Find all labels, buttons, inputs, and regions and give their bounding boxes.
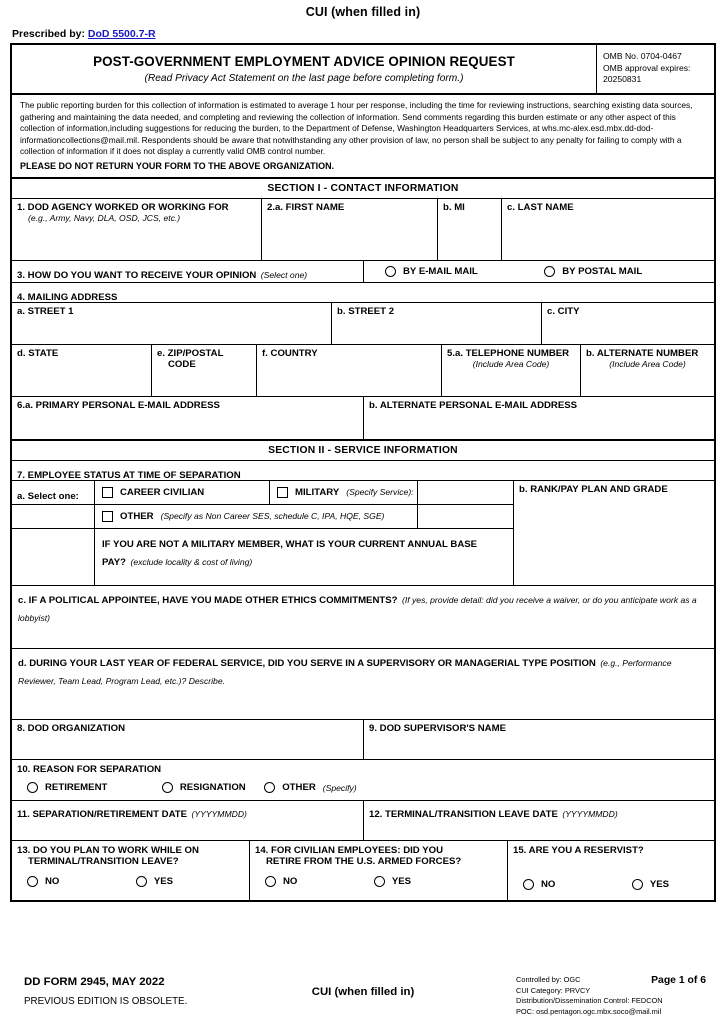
field-dod-supervisor-name[interactable]: [364, 720, 714, 759]
field-dod-organization[interactable]: [12, 720, 364, 759]
field-alternate-email[interactable]: [364, 397, 714, 439]
field-receive-opinion-options: [364, 261, 714, 282]
cui-category: CUI Category: PRVCY: [516, 985, 591, 995]
label-zip-code-line2: CODE: [168, 359, 196, 371]
form-title-block: [12, 45, 597, 93]
field-country[interactable]: [257, 345, 442, 396]
field-work-terminal-leave: [12, 841, 250, 900]
label-work-terminal-leave: 13. DO YOU PLAN TO WORK WHILE ON: [17, 844, 199, 856]
row-separation-dates: [12, 801, 714, 841]
row-agency-name: [12, 199, 714, 261]
label-mi: b. MI: [443, 201, 465, 213]
distribution-control: Distribution/Dissemination Control: FEDCON: [516, 996, 663, 1006]
row-questions-13-15: [12, 841, 714, 900]
radio-circle-icon[interactable]: [27, 782, 38, 793]
form-id: DD FORM 2945, MAY 2022: [24, 976, 165, 988]
field-last-name[interactable]: [502, 199, 714, 260]
row-reason-for-separation: [12, 760, 714, 801]
hint-political-appointee: (If yes, provide detail: did you receive a waiver, or do you anticipate work as a lobbyist): [18, 594, 697, 623]
checkbox-square-icon[interactable]: [102, 511, 113, 522]
previous-edition-note: PREVIOUS EDITION IS OBSOLETE.: [24, 996, 188, 1007]
radio-q13-no[interactable]: [27, 876, 59, 887]
label-dod-organization: 8. DOD ORGANIZATION: [17, 722, 126, 734]
row-receive-opinion: [12, 261, 714, 283]
label-primary-email: 6.a. PRIMARY PERSONAL E-MAIL ADDRESS: [17, 399, 220, 411]
field-primary-email[interactable]: [12, 397, 364, 439]
q15-options: [513, 877, 709, 895]
page-number: Page 1 of 6: [651, 975, 706, 986]
label-retire-armed-forces-line2: RETIRE FROM THE U.S. ARMED FORCES?: [266, 856, 462, 868]
field-other-status-value[interactable]: [418, 505, 513, 528]
label-street-2: b. STREET 2: [337, 305, 395, 317]
row-street-city: [12, 303, 714, 345]
form-subtitle: (Read Privacy Act Statement on the last page before completing form.): [144, 73, 464, 84]
hint-military-specify: (Specify Service):: [346, 487, 414, 498]
row-annual-base-pay: [12, 529, 513, 586]
radio-circle-icon[interactable]: [523, 879, 534, 890]
label-separation-date: 11. SEPARATION/RETIREMENT DATE: [17, 808, 188, 820]
hint-annual-base-pay: (exclude locality & cost of living): [130, 556, 253, 567]
label-zip-code: e. ZIP/POSTAL: [157, 347, 224, 359]
field-rank-pay-plan-grade[interactable]: [514, 481, 714, 585]
checkbox-square-icon[interactable]: [277, 487, 288, 498]
label-supervisory-position: d. DURING YOUR LAST YEAR OF FEDERAL SERVICE, DID YOU SERVE IN A SUPERVISORY OR MANAGERIAL TYPE POSITION: [18, 657, 596, 669]
field-zip-code[interactable]: [152, 345, 257, 396]
spacer-select-one: [12, 505, 95, 528]
label-q13-yes: YES: [153, 875, 174, 887]
radio-by-email-mail[interactable]: [385, 266, 478, 277]
radio-circle-icon[interactable]: [385, 266, 396, 277]
form-title: POST-GOVERNMENT EMPLOYMENT ADVICE OPINION REQUEST: [93, 54, 515, 69]
omb-number: OMB No. 0704-0467: [603, 51, 682, 61]
radio-retirement[interactable]: [27, 782, 107, 793]
label-q14-no: NO: [283, 875, 298, 887]
radio-q13-yes[interactable]: [136, 876, 173, 887]
label-by-postal-mail: BY POSTAL MAIL: [562, 265, 643, 277]
burden-statement: [12, 95, 714, 179]
label-mailing-address: [12, 283, 714, 302]
label-other-separation: OTHER: [282, 782, 316, 794]
label-other-status: OTHER: [120, 510, 154, 522]
radio-circle-icon[interactable]: [544, 266, 555, 277]
label-last-name: c. LAST NAME: [507, 201, 574, 213]
label-alternate-email: b. ALTERNATE PERSONAL E-MAIL ADDRESS: [369, 399, 578, 411]
checkbox-other-status[interactable]: [95, 505, 418, 528]
career-civilian-option[interactable]: [102, 487, 204, 498]
field-state[interactable]: [12, 345, 152, 396]
mailing-address-text: 4. MAILING ADDRESS: [17, 291, 118, 303]
other-status-option[interactable]: [102, 511, 384, 522]
label-reason-for-separation: 10. REASON FOR SEPARATION: [17, 763, 162, 775]
field-receive-opinion: [12, 261, 364, 282]
radio-circle-icon[interactable]: [136, 876, 147, 887]
field-separation-date[interactable]: [12, 801, 364, 840]
row-employee-status-header: [12, 461, 714, 481]
radio-resignation[interactable]: [162, 782, 246, 793]
label-work-terminal-leave-line2: TERMINAL/TRANSITION LEAVE?: [28, 856, 179, 868]
field-political-appointee[interactable]: [12, 586, 714, 648]
field-supervisory-position[interactable]: [12, 649, 714, 719]
omb-expires-value: 20250831: [603, 74, 642, 85]
hint-receive-opinion: (Select one): [260, 269, 308, 280]
label-political-appointee: c. IF A POLITICAL APPOINTEE, HAVE YOU MADE OTHER ETHICS COMMITMENTS?: [18, 594, 398, 606]
radio-other-separation[interactable]: [264, 782, 356, 793]
field-mi[interactable]: [438, 199, 502, 260]
label-alternate-number: b. ALTERNATE NUMBER: [586, 347, 699, 359]
hint-separation-date: (YYYYMMDD): [191, 808, 247, 819]
label-street-1: a. STREET 1: [17, 305, 74, 317]
label-q14-yes: YES: [391, 875, 412, 887]
military-option[interactable]: [277, 487, 414, 498]
radio-q15-no[interactable]: [523, 879, 555, 890]
label-dod-agency: 1. DOD AGENCY WORKED OR WORKING FOR: [17, 201, 229, 213]
cui-bottom-banner: CUI (when filled in): [311, 986, 415, 998]
reason-options: [17, 780, 709, 798]
row-mailing-address-header: [12, 283, 714, 303]
radio-q14-no[interactable]: [265, 876, 297, 887]
dod-regulation-link[interactable]: DoD 5500.7-R: [87, 28, 156, 40]
label-terminal-leave-date: 12. TERMINAL/TRANSITION LEAVE DATE: [369, 808, 558, 820]
hint-dod-agency: (e.g., Army, Navy, DLA, OSD, JCS, etc.): [28, 213, 181, 224]
employee-status-grid: [12, 481, 514, 585]
label-first-name: 2.a. FIRST NAME: [267, 201, 345, 213]
omb-block: [597, 45, 714, 93]
field-telephone-number[interactable]: [442, 345, 581, 396]
omb-expires-label: OMB approval expires:: [603, 62, 691, 73]
hint-other-status-specify: (Specify as Non Career SES, schedule C, IPA, HQE, SGE): [160, 511, 385, 522]
spacer-select-one-2: [12, 529, 95, 586]
radio-q14-yes[interactable]: [374, 876, 411, 887]
field-reservist: [508, 841, 714, 900]
section-2-bar: SECTION II - SERVICE INFORMATION: [12, 441, 714, 461]
radio-circle-icon[interactable]: [264, 782, 275, 793]
label-telephone-number: 5.a. TELEPHONE NUMBER: [447, 347, 570, 359]
radio-q15-yes[interactable]: [632, 879, 669, 890]
label-select-one: a. Select one:: [17, 490, 79, 502]
hint-terminal-leave-date: (YYYYMMDD): [562, 808, 618, 819]
label-select-one-cell: [12, 481, 95, 504]
label-retirement: RETIREMENT: [45, 782, 108, 794]
label-military: MILITARY: [295, 486, 340, 498]
label-q13-no: NO: [45, 875, 60, 887]
label-retire-armed-forces: 14. FOR CIVILIAN EMPLOYEES: DID YOU: [255, 844, 443, 856]
label-receive-opinion: 3. HOW DO YOU WANT TO RECEIVE YOUR OPINION: [17, 269, 257, 281]
field-reason-for-separation: [12, 760, 714, 800]
controlled-by: Controlled by: OGC: [516, 975, 581, 984]
label-by-email-mail: BY E-MAIL MAIL: [403, 265, 478, 277]
field-dod-agency[interactable]: [12, 199, 262, 260]
burden-text: The public reporting burden for this collection of information is estimated to average 1 hour per response, including the time for reviewing instructions, searching existing data sources, gathering and maintaining the data needed, and completing and reviewing the collection of information. Send comments regarding this burden estimate or any other aspect of this collection of information,including suggestions for reducing the burden, to the Department of Defense, Washington Headquarters Services, at whs.mc-alex.esd.mbx.dd-dod-informationcollections@mail.mil. Respondents should be aware that notwithstanding any other provision of law, no person shall be subject to any penalty for failing to comply with a collection of information if it does not display a currently valid OMB control number.: [20, 100, 693, 156]
radio-circle-icon[interactable]: [265, 876, 276, 887]
q13-options: [17, 874, 244, 892]
label-reservist: 15. ARE YOU A RESERVIST?: [513, 844, 644, 856]
field-alternate-number[interactable]: [581, 345, 714, 396]
label-city: c. CITY: [547, 305, 580, 317]
form-body: [10, 43, 716, 902]
radio-circle-icon[interactable]: [632, 879, 643, 890]
form-header: [12, 45, 714, 95]
row-state-zip-country-phone: [12, 345, 714, 397]
prescribed-by-label: Prescribed by:: [12, 28, 85, 40]
footer-right: [516, 975, 706, 1018]
label-country: f. COUNTRY: [262, 347, 318, 359]
q14-options: [255, 874, 502, 892]
field-retire-armed-forces: [250, 841, 508, 900]
label-career-civilian: CAREER CIVILIAN: [120, 486, 205, 498]
label-employee-status: [12, 461, 714, 480]
employee-status-text: 7. EMPLOYEE STATUS AT TIME OF SEPARATION: [17, 469, 241, 481]
label-q15-no: NO: [541, 879, 556, 891]
cui-top-banner: CUI (when filled in): [305, 5, 421, 19]
poc-email: POC: osd.pentagon.ogc.mbx.soco@mail.mil: [516, 1007, 662, 1017]
row-political-appointee: [12, 586, 714, 649]
label-annual-base-pay: IF YOU ARE NOT A MILITARY MEMBER, WHAT IS YOUR CURRENT ANNUAL BASE PAY?: [102, 538, 478, 568]
field-annual-base-pay[interactable]: [95, 529, 513, 586]
row-email-addresses: [12, 397, 714, 441]
hint-other-separation: (Specify): [322, 782, 357, 793]
prescribed-by: [12, 28, 726, 40]
checkbox-career-civilian[interactable]: [95, 481, 270, 504]
checkbox-military[interactable]: [270, 481, 418, 504]
label-state: d. STATE: [17, 347, 59, 359]
field-street-1[interactable]: [12, 303, 332, 344]
burden-notice: PLEASE DO NOT RETURN YOUR FORM TO THE ABOVE ORGANIZATION.: [20, 160, 335, 171]
radio-circle-icon[interactable]: [374, 876, 385, 887]
hint-telephone-number: (Include Area Code): [472, 359, 550, 370]
field-city[interactable]: [542, 303, 714, 344]
field-military-service-value[interactable]: [418, 481, 513, 504]
radio-circle-icon[interactable]: [27, 876, 38, 887]
checkbox-square-icon[interactable]: [102, 487, 113, 498]
field-first-name[interactable]: [262, 199, 438, 260]
label-resignation: RESIGNATION: [179, 782, 246, 794]
radio-by-postal-mail[interactable]: [544, 266, 642, 277]
label-rank-pay-plan-grade: b. RANK/PAY PLAN AND GRADE: [519, 483, 668, 495]
label-q15-yes: YES: [649, 879, 670, 891]
row-org-supervisor: [12, 720, 714, 760]
section-1-bar: SECTION I - CONTACT INFORMATION: [12, 179, 714, 199]
radio-circle-icon[interactable]: [162, 782, 173, 793]
hint-alternate-number: (Include Area Code): [609, 359, 686, 370]
row-select-one: [12, 481, 513, 505]
row-supervisory-position: [12, 649, 714, 720]
field-terminal-leave-date[interactable]: [364, 801, 714, 840]
form-footer: [0, 972, 726, 1024]
hint-supervisory-position: (e.g., Performance Reviewer, Team Lead, Program Lead, etc.)? Describe.: [18, 657, 672, 686]
label-dod-supervisor-name: 9. DOD SUPERVISOR'S NAME: [369, 722, 506, 734]
row-employee-status-body: [12, 481, 714, 586]
row-other-status: [12, 505, 513, 529]
field-street-2[interactable]: [332, 303, 542, 344]
